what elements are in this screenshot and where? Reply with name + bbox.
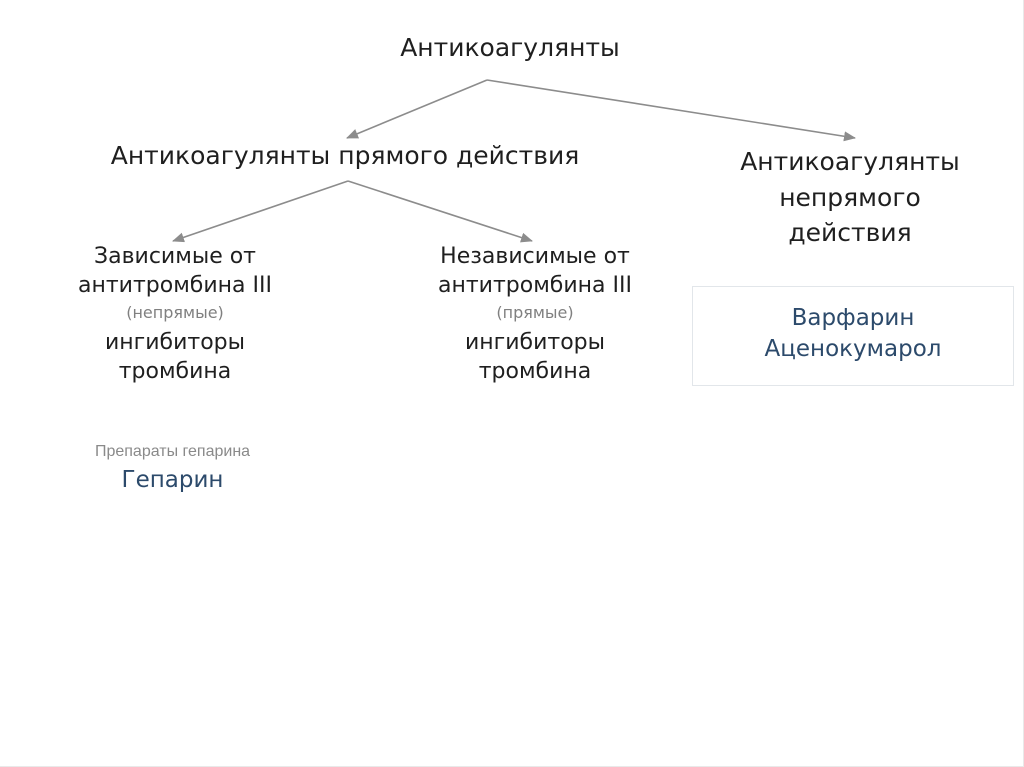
independent-line-2: антитромбина III (437, 272, 632, 298)
dependent-line-4: тромбина (118, 358, 232, 384)
independent-line-1: Независимые от (440, 244, 630, 269)
node-indirect-anticoagulants (700, 144, 1000, 251)
independent-line-4: тромбина (478, 358, 592, 384)
dependent-line-1: Зависимые от (93, 244, 256, 269)
indirect-label-line-2: непрямого (779, 182, 921, 212)
direct-label: Антикоагулянты прямого действия (110, 141, 580, 170)
heparin-group (50, 443, 295, 493)
indirect-label-line-3: действия (788, 218, 912, 247)
independent-line-3: ингибиторы (464, 329, 605, 355)
arrow-direct-to-independent (348, 181, 532, 241)
drug-warfarin: Варфарин (791, 305, 915, 331)
dependent-note: (непрямые) (126, 303, 224, 323)
drug-acenocoumarol: Аценокумарол (764, 336, 942, 363)
node-direct-anticoagulants (40, 140, 650, 173)
indirect-label-line-1: Антикоагулянты (740, 147, 960, 176)
dependent-line-2: антитромбина III (77, 272, 272, 298)
node-antithrombin-independent (395, 243, 675, 386)
drug-heparin: Гепарин (121, 467, 224, 493)
node-anticoagulants (300, 32, 720, 65)
node-antithrombin-dependent (40, 243, 310, 386)
arrow-direct-to-dependent (173, 181, 348, 241)
arrow-root-to-indirect (487, 80, 855, 138)
independent-note: (прямые) (496, 303, 574, 323)
arrow-root-to-direct (347, 80, 487, 138)
heparin-caption: Препараты гепарина (94, 443, 251, 460)
root-label: Антикоагулянты (400, 33, 620, 62)
indirect-drug-list (692, 286, 1014, 386)
dependent-line-3: ингибиторы (104, 329, 245, 355)
